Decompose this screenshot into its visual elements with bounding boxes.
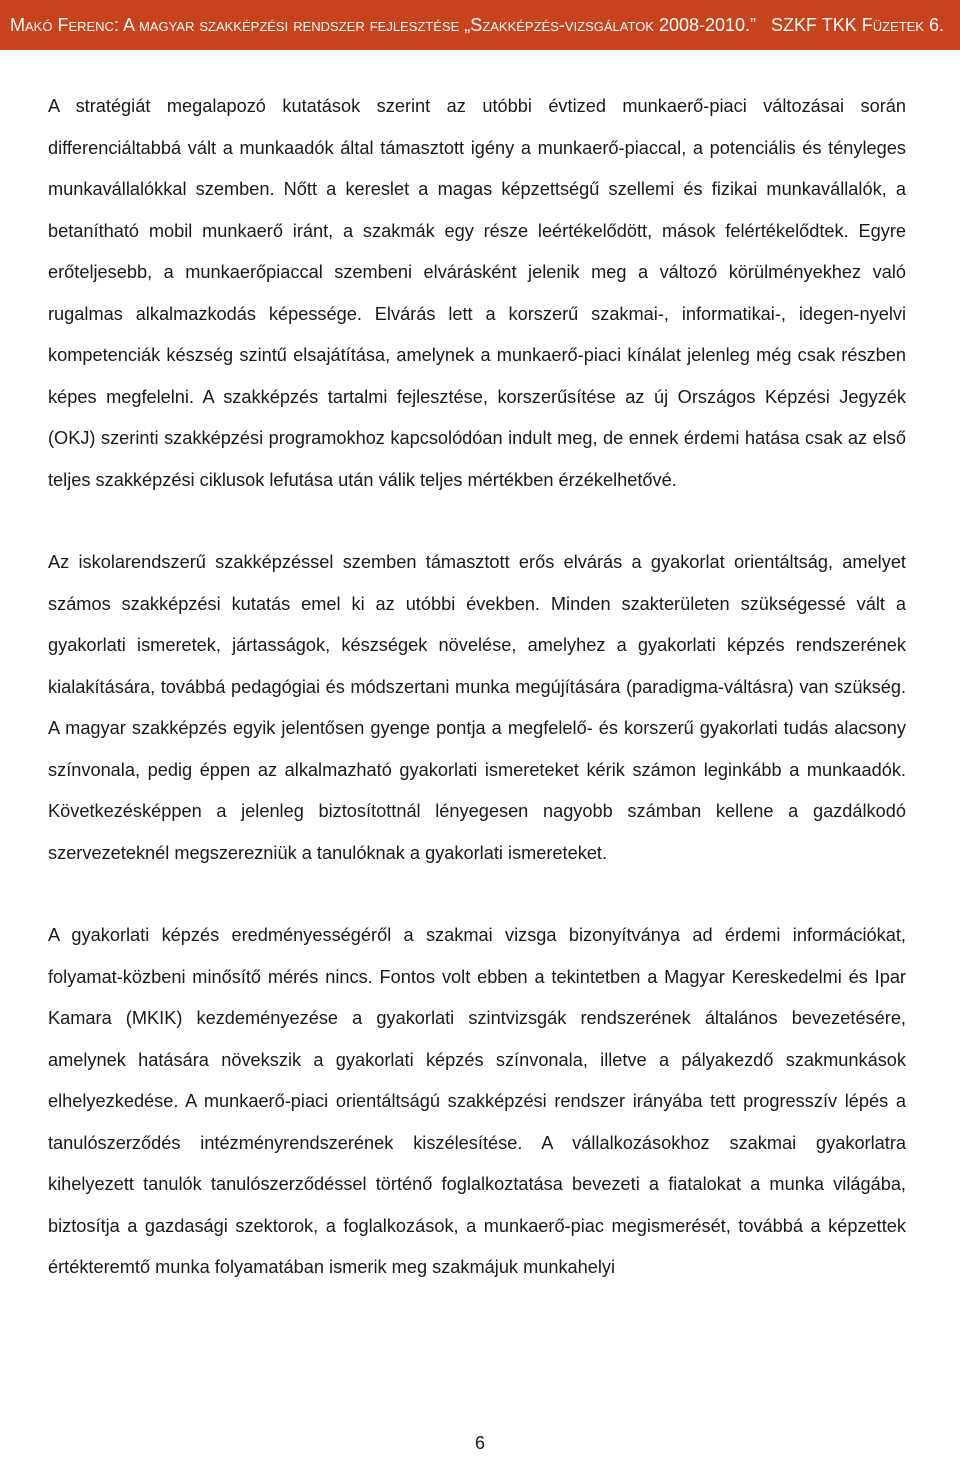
page-number: 6 [474,1433,485,1453]
paragraph: A stratégiát megalapozó kutatások szerint az utóbbi évtized munkaerő-piaci változásai során differenciáltabbá vált a munkaadók által támasztott igény a munkaerő-piaccal, a potenciális és tényleges munkavállalókkal szemben. Nőtt a kereslet a magas képzettségű szellemi és fizikai munkavállalók, a betanítható mobil munkaerő iránt, a szakmák egy része leértékelődött, mások felértékelődtek. Egyre erőteljesebb, a munkaerőpiaccal szembeni elvárásként jelenik meg a változó körülményekhez való rugalmas alkalmazkodás képessége. Elvárás lett a korszerű szakmai-, informatikai-, idegen-nyelvi kompetenciák készség szintű elsajátítása, amelynek a munkaerő-piaci kínálat jelenleg még csak részben képes megfelelni. A szakképzés tartalmi fejlesztése, korszerűsítése az új Országos Képzési Jegyzék (OKJ) szerinti szakképzési programokhoz kapcsolódóan indult meg, de ennek érdemi hatása csak az első teljes szakképzési ciklusok lefutása után válik teljes mértékben érzékelhetővé. [48,96,906,490]
document-body [48,86,906,1289]
page-header [0,0,960,50]
header-title: Makó Ferenc: A magyar szakképzési rendszer fejlesztése „Szakképzés-vizsgálatok 2008-2010.” [10,14,757,35]
paragraph: Az iskolarendszerű szakképzéssel szemben támasztott erős elvárás a gyakorlat orientáltság, amelyet számos szakképzési kutatás emel ki az utóbbi években. Minden szakterületen szükségessé vált a gyakorlati ismeretek, jártasságok, készségek növelése, amelyhez a gyakorlati képzés rendszerének kialakítására, továbbá pedagógiai és módszertani munka megújítására (paradigma-váltásra) van szükség. A magyar szakképzés egyik jelentősen gyenge pontja a megfelelő- és korszerű gyakorlati tudás alacsony színvonala, pedig éppen az alkalmazható gyakorlati ismereteket kérik számon leginkább a munkaadók. Következésképpen a jelenleg biztosítottnál lényegesen nagyobb számban kellene a gazdálkodó szervezeteknél megszerezniük a tanulóknak a gyakorlati ismereteket. [48,552,906,863]
paragraph: A gyakorlati képzés eredményességéről a szakmai vizsga bizonyítványa ad érdemi információkat, folyamat-közbeni minősítő mérés nincs. Fontos volt ebben a tekintetben a Magyar Kereskedelmi és Ipar Kamara (MKIK) kezdeményezése a gyakorlati szintvizsgák rendszerének általános bevezetésére, amelynek hatására növekszik a gyakorlati képzés színvonala, illetve a pályakezdő szakmunkások elhelyezkedése. A munkaerő-piaci orientáltságú szakképzési rendszer irányába tett progresszív lépés a tanulószerződés intézményrendszerének kiszélesítése. A vállalkozásokhoz szakmai gyakorlatra kihelyezett tanulók tanulószerződéssel történő foglalkoztatása bevezeti a fiatalokat a munka világába, biztosítja a gazdasági szektorok, a foglalkozások, a munkaerő-piac megismerését, továbbá a képzettek értékteremtő munka folyamatában ismerik meg szakmájuk munkahelyi [48,925,906,1277]
header-series: SZKF TKK Füzetek 6. [771,14,944,35]
